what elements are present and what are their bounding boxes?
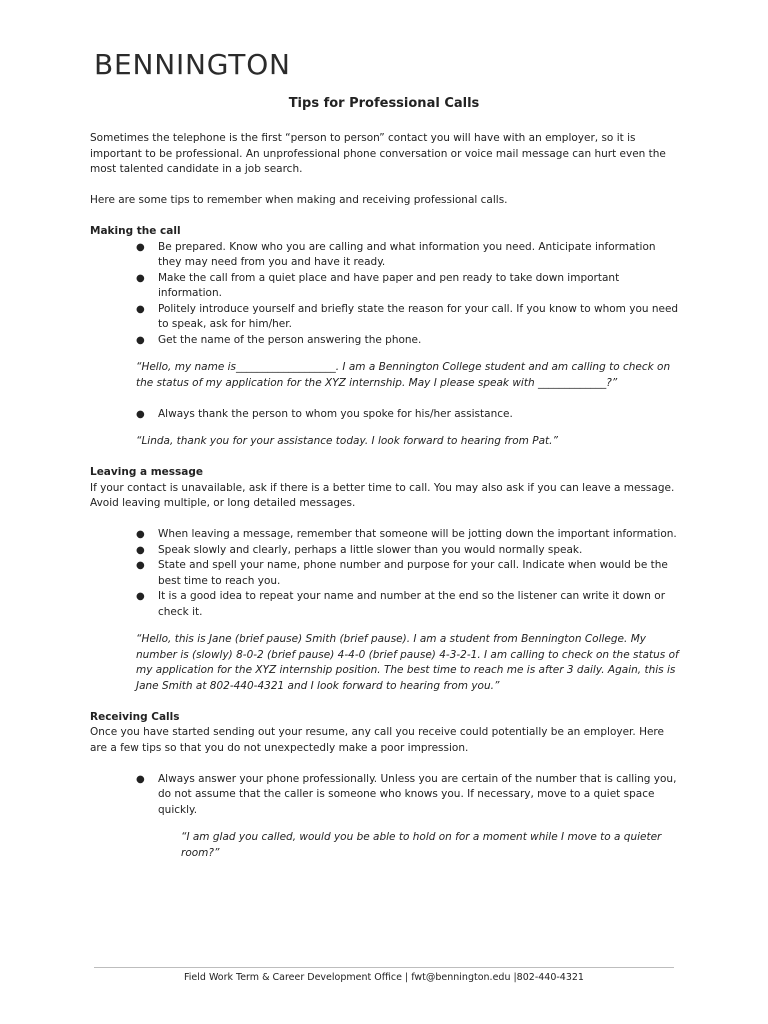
bullet-icon: ● [136,560,145,571]
bullet-list [90,527,680,620]
bullet-icon: ● [136,303,145,315]
list-item [90,302,680,333]
list-item-text: When leaving a message, remember that someone will be jotting down the important information. [158,528,677,540]
list-item [90,543,680,559]
section-heading-leaving-a-message: Leaving a message [90,466,204,478]
example-script-quote: “Hello, this is Jane (brief pause) Smith (brief pause). I am a student from Bennington College. My number is (slowly) 8-0-2 (brief pause) 4-4-0 (brief pause) 4-3-2-1. I am calling to check on the status of my application for the XYZ internship position. The best time to reach me is after 3 daily. Again, this is Jane Smith at 802-440-4321 and I look forward to hearing from you.” [136,633,679,692]
list-item [90,271,680,302]
list-item [90,240,680,271]
bullet-icon: ● [136,334,145,346]
bullet-icon: ● [136,408,145,420]
bullet-icon: ● [136,241,145,253]
document-body [90,131,680,877]
bullet-icon: ● [136,529,145,540]
bullet-icon: ● [136,272,145,284]
bullet-list [90,772,680,819]
list-item-text: Always answer your phone professionally. Unless you are certain of the number that is calling you, do not assume that the caller is someone who knows you. If necessary, move to a quiet space quickly. [158,772,677,816]
example-script-quote: “Linda, thank you for your assistance today. I look forward to hearing from Pat.” [136,435,558,447]
bullet-list [90,240,680,349]
bullet-icon: ● [136,591,145,602]
list-item [90,333,680,349]
section-paragraph: If your contact is unavailable, ask if there is a better time to call. You may also ask if you can leave a message. Avoid leaving multiple, or long detailed messages. [90,481,675,509]
footer-divider [94,967,674,968]
section-heading-making-the-call: Making the call [90,225,181,237]
list-item-text: Be prepared. Know who you are calling and what information you need. Anticipate information they may need from you and have it ready. [158,240,656,268]
list-item [90,589,680,620]
list-item [90,772,680,819]
footer-contact: Field Work Term & Career Development Office | fwt@bennington.edu |802-440-4321 [184,972,584,983]
list-item-text: Make the call from a quiet place and have paper and pen ready to take down important information. [158,271,620,299]
example-script-quote: “I am glad you called, would you be able to hold on for a moment while I move to a quieter room?” [181,831,662,859]
list-item [90,407,680,423]
list-item-text: It is a good idea to repeat your name and number at the end so the listener can write it down or check it. [158,590,666,618]
list-item-text: State and spell your name, phone number and purpose for your call. Indicate when would be the best time to reach you. [158,559,668,587]
bullet-icon: ● [136,773,145,785]
bullet-list [90,407,680,423]
intro-paragraph: Sometimes the telephone is the first “person to person” contact you will have with an employer, so it is important to be professional. An unprofessional phone conversation or voice mail message can hurt even the most talented candidate in a job search. [90,132,666,175]
list-item-text: Speak slowly and clearly, perhaps a little slower than you would normally speak. [158,543,583,556]
list-item-text: Get the name of the person answering the phone. [158,333,422,346]
list-item-text: Always thank the person to whom you spoke for his/her assistance. [158,407,513,420]
list-item [90,558,680,589]
intro-paragraph: Here are some tips to remember when making and receiving professional calls. [90,194,508,206]
section-heading-receiving-calls: Receiving Calls [90,710,180,723]
list-item [90,527,680,543]
list-item-text: Politely introduce yourself and briefly state the reason for your call. If you know to whom you need to speak, ask for him/her. [158,302,679,330]
page-title: Tips for Professional Calls [288,96,480,111]
bennington-logo: BENNINGTON [94,48,291,81]
example-script-quote: “Hello, my name is___________________. I am a Bennington College student and am calling to check on the status of my application for the XYZ internship. May I please speak with _____________?” [136,361,671,389]
bullet-icon: ● [136,544,145,556]
section-paragraph: Once you have started sending out your resume, any call you receive could potentially be an employer. Here are a few tips so that you do not unexpectedly make a poor impression. [90,726,664,754]
